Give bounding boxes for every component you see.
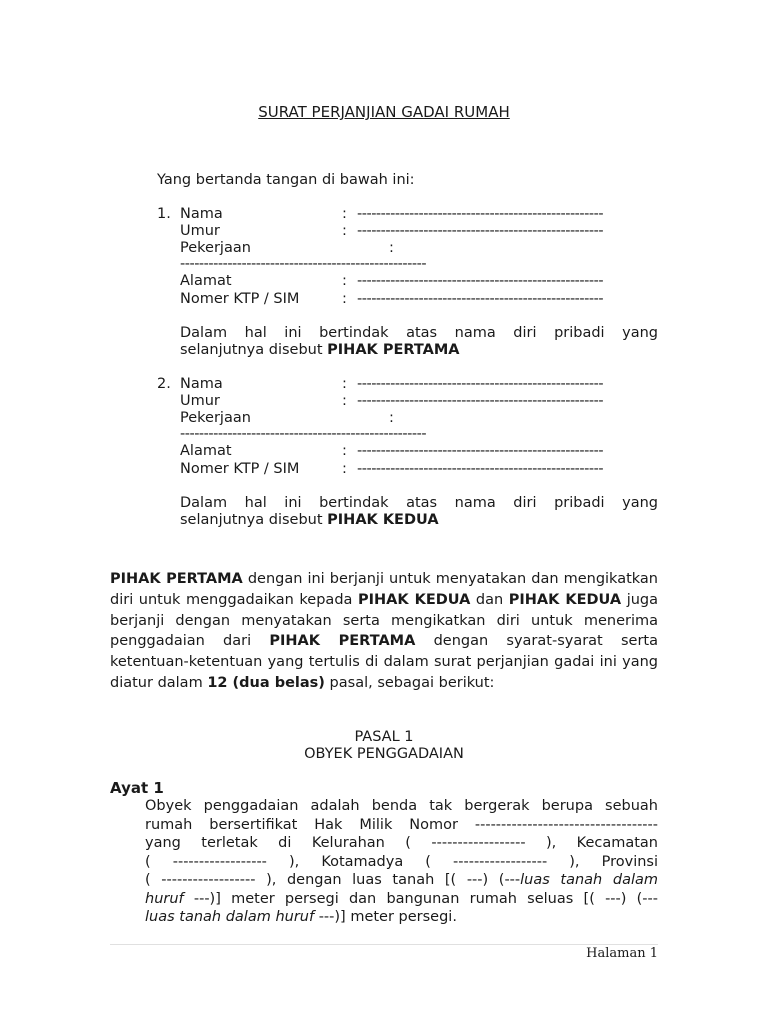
- ayat-1-line-3: yang terletak di Kelurahan ( ------------------ ), Kecamatan: [145, 835, 658, 851]
- party-1-ktp-blank: ----------------------------------------------------: [357, 291, 604, 307]
- pasal-1-heading: PASAL 1: [354, 729, 414, 745]
- party-2-alamat-blank: ----------------------------------------------------: [357, 443, 604, 459]
- party-2-alamat-label: Alamat: [180, 443, 232, 459]
- party-1-ktp-label: Nomer KTP / SIM: [180, 291, 300, 307]
- ayat-1-line-2: rumah bersertifikat Hak Milik Nomor -----------------------------------: [145, 816, 658, 833]
- party-2-pekerjaan-colon: :: [389, 410, 394, 426]
- bold-pasal-count: 12 (dua belas): [207, 674, 325, 691]
- party-2-pekerjaan-label: Pekerjaan: [180, 410, 251, 426]
- party-1-statement: Dalam hal ini bertindak atas nama diri pribadi yang: [180, 325, 658, 341]
- party-2-nama-blank: ----------------------------------------------------: [357, 376, 604, 392]
- page-title: SURAT PERJANJIAN GADAI RUMAH: [258, 103, 510, 121]
- party-1-pekerjaan-blank: ----------------------------------------------------: [180, 256, 427, 272]
- party-1-umur-label: Umur: [180, 223, 220, 239]
- intro-text: Yang bertanda tangan di bawah ini:: [157, 172, 415, 188]
- ayat-1-body: [145, 797, 658, 927]
- party-1-alamat-label: Alamat: [180, 273, 232, 289]
- party-1-alamat-blank: ----------------------------------------------------: [357, 273, 604, 289]
- party-1-nama-blank: ----------------------------------------------------: [357, 206, 604, 222]
- bold-pihak-kedua: PIHAK KEDUA: [357, 591, 471, 608]
- party-2-role: PIHAK KEDUA: [327, 512, 439, 528]
- party-2-ktp-blank: ----------------------------------------------------: [357, 461, 604, 477]
- party-1-number: 1.: [157, 206, 171, 222]
- party-2-nama-label: Nama: [180, 376, 223, 392]
- bold-pihak-kedua-2: PIHAK KEDUA: [508, 591, 622, 608]
- party-1-role: PIHAK PERTAMA: [327, 342, 460, 358]
- main-text-5: pasal, sebagai berikut:: [324, 674, 495, 691]
- party-2-nama-colon: :: [342, 376, 347, 392]
- party-1-umur-blank: ----------------------------------------------------: [357, 223, 604, 239]
- party-1-ktp-colon: :: [342, 291, 347, 307]
- ayat-1-line-6: huruf ---)] meter persegi dan bangunan rumah seluas [( ---) (---: [145, 890, 658, 907]
- party-2-alamat-colon: :: [342, 443, 347, 459]
- page-number: Halaman 1: [586, 946, 658, 961]
- pasal-1-subheading: OBYEK PENGGADAIAN: [304, 746, 464, 762]
- party-1-pekerjaan-colon: :: [389, 240, 394, 256]
- ayat-1-line-5: ( ------------------ ), dengan luas tanah [( ---) (---luas tanah dalam: [145, 872, 658, 888]
- party-2-pekerjaan-blank: ----------------------------------------------------: [180, 426, 427, 442]
- party-1-pekerjaan-label: Pekerjaan: [180, 240, 251, 256]
- ayat-1-line-1: Obyek penggadaian adalah benda tak bergerak berupa sebuah: [145, 798, 658, 814]
- party-2-ktp-label: Nomer KTP / SIM: [180, 461, 300, 477]
- party-1-alamat-colon: :: [342, 273, 347, 289]
- main-text-2: dan: [470, 591, 509, 608]
- party-1-nama-colon: :: [342, 206, 347, 222]
- party-2-umur-blank: ----------------------------------------------------: [357, 393, 604, 409]
- party-2-statement: Dalam hal ini bertindak atas nama diri pribadi yang: [180, 495, 658, 511]
- main-text-3: juga berjanji dengan menyatakan serta mengikatkan diri untuk menerima penggadaian dari: [110, 591, 658, 650]
- party-2-umur-label: Umur: [180, 393, 220, 409]
- ayat-1-line-7: luas tanah dalam huruf ---)] meter persegi.: [145, 909, 457, 925]
- party-2-number: 2.: [157, 376, 171, 392]
- bold-pihak-pertama: PIHAK PERTAMA: [110, 571, 243, 587]
- ayat-1-heading: Ayat 1: [110, 779, 164, 797]
- party-2-ktp-colon: :: [342, 461, 347, 477]
- party-1-statement-2: selanjutnya disebut PIHAK PERTAMA: [180, 342, 460, 358]
- footer-divider: [110, 944, 658, 945]
- main-text-4: dengan syarat-syarat serta ketentuan-ketentuan yang tertulis di dalam surat perjanjian gadai ini yang diatur dalam: [110, 633, 658, 691]
- main-text-1: dengan ini berjanji untuk menyatakan dan mengikatkan diri untuk menggadaikan kepada: [110, 571, 658, 608]
- party-2-statement-2: selanjutnya disebut PIHAK KEDUA: [180, 512, 439, 528]
- party-1-umur-colon: :: [342, 223, 347, 239]
- ayat-1-line-4: ( ------------------ ), Kotamadya ( ------------------ ), Provinsi: [145, 853, 658, 870]
- party-2-umur-colon: :: [342, 393, 347, 409]
- party-1-nama-label: Nama: [180, 206, 223, 222]
- main-paragraph: [110, 569, 658, 694]
- bold-pihak-pertama-2: PIHAK PERTAMA: [269, 633, 416, 650]
